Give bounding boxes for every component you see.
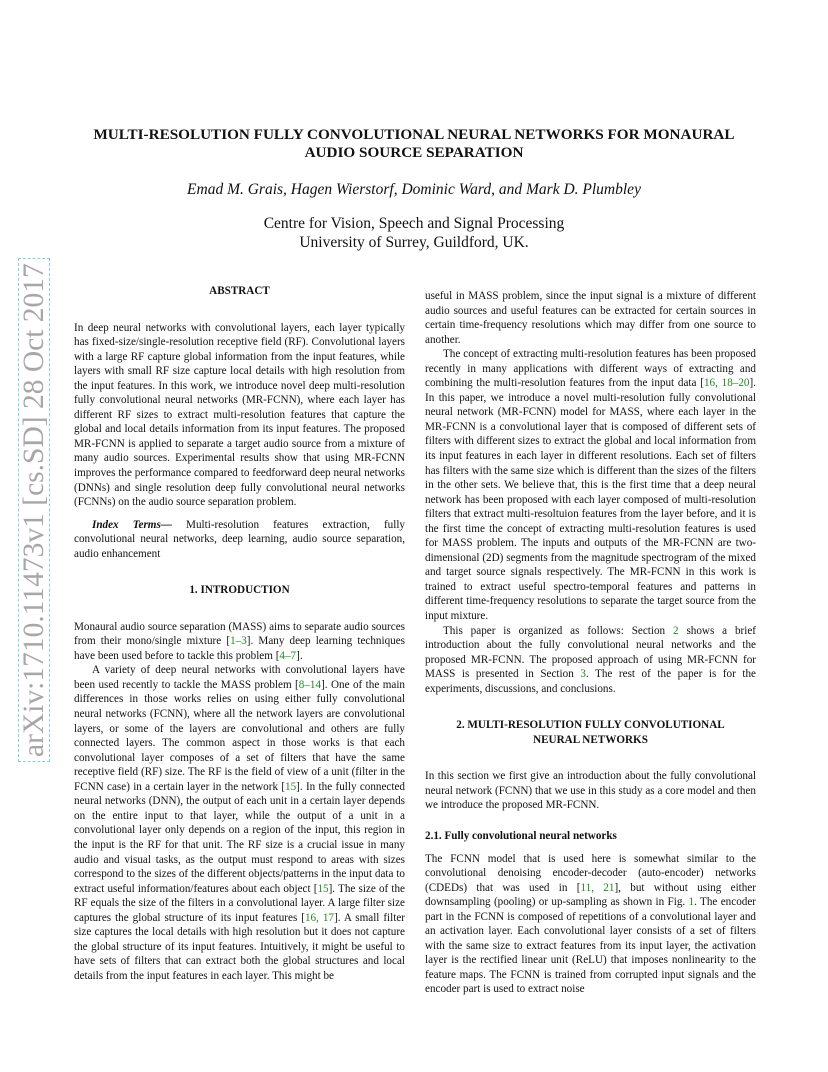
index-terms-text: Multi-resolution features extraction, fully convolutional neural networks, deep learning, audio source separation, audio enhancement <box>74 518 406 560</box>
citation-link[interactable]: 15 <box>317 882 329 895</box>
subsection-2-1-paragraph: The FCNN model that is used here is somewhat similar to the convolutional denoising encoder-decoder (auto-encoder) networks (CDEDs) that was used in [11, 21], but without using either downsampling (pooling) or up-sampling as shown in Fig. 1. The encoder part in the FCNN is composed of repetitions of a convolutional layer and an activation layer. Each convolutional layer consists of a set of filters with the same size to extract features from its input layer, the activation layer is the rectified linear unit (ReLU) that imposes nonlinearity to the feature maps. The FCNN is trained from corrupted input signals and the encoder part is used to extract noise <box>425 852 756 996</box>
citation-link[interactable]: 15 <box>285 780 297 793</box>
citation-link[interactable]: 4–7 <box>279 649 297 662</box>
section-reference-link[interactable]: 3 <box>580 668 586 681</box>
intro-paragraph-2: A variety of deep neural networks with convolutional layers have been used recently to tackle the MASS problem [8–14]. One of the main differences in those works relies on using either fully convolutional neural networks (FCNN), where all the network layers are convolutional layers, or some of the layers are convolutional and others are fully connected layers. The common aspect in those works is that each convolutional layer composes of a set of filters that have the same receptive field (RF) size. The RF is the field of view of a unit (filter in the FCNN case) in a certain layer in the network [15]. In the fully connected neural networks (DNN), the output of each unit in a certain layer depends on the entire input to that layer, while the output of a unit in a convolutional layer only depends on a region of the input, this region in the input is the RF for that unit. The RF size is a crucial issue in many audio and visual tasks, as the output must respond to areas with sizes correspond to the sizes of the different objects/patterns in the input data to extract useful information/features about each object [15]. The size of the RF equals the size of the filters in a convolutional layer. A large filter size captures the global structure of its input features [16, 17]. A small filter size captures the local details with high resolution but it does not capture the global structure of its input features. Intuitively, it might be useful to have sets of filters that can extract both the global structures and local details from the input features in each layer. This might be <box>74 664 406 982</box>
citation-link[interactable]: 16, 17 <box>304 911 334 924</box>
index-terms-label: Index Terms— <box>92 518 172 531</box>
intro-paragraph-1: Monaural audio source separation (MASS) aims to separate audio sources from their mono/single mixture [1–3]. Many deep learning techniques have been used before to tackle this problem [4–7]. <box>74 620 405 662</box>
section-2-intro: In this section we first give an introduction about the fully convolutional neural network (FCNN) that we use in this study as a core model and then we introduce the proposed MR-FCNN. <box>425 770 756 812</box>
author-list: Emad M. Grais, Hagen Wierstorf, Dominic Ward, and Mark D. Plumbley <box>187 181 641 198</box>
citation-link[interactable]: 1–3 <box>230 635 247 648</box>
citation-link[interactable]: 8–14 <box>298 678 322 691</box>
intro-paragraph-4: This paper is organized as follows: Section 2 shows a brief introduction about the fully convolutional neural networks and the proposed MR-FCNN. The proposed approach of using MR-FCNN for MASS is presented in Section 3. The rest of the paper is for the experiments, discussions, and conclusions. <box>425 624 757 695</box>
abstract-body: In deep neural networks with convolutional layers, each layer typically has fixed-size/single-resolution receptive field (RF). Convolutional layers with a large RF capture global information from the input features, while layers with small RF size capture local details with high resolution from the input features. In this work, we introduce novel deep multi-resolution fully convolutional neural networks (MR-FCNN), where each layer has different RF sizes to extract multi-resolution features that capture the global and local details information from its input features. The proposed MR-FCNN is applied to separate a target audio source from a mixture of many audio sources. Experimental results show that using MR-FCNN improves the performance compared to feedforward deep neural networks (DNNs) and single resolution deep fully convolutional neural networks (FCNNs) on the audio source separation problem. <box>74 321 405 509</box>
intro-paragraph-3: The concept of extracting multi-resolution features has been proposed recently in many applications with different ways of extracting and combining the multi-resolution features from the input data [16, 18–20]. In this paper, we introduce a novel multi-resolution fully convolutional neural network (MR-FCNN) model for MASS, where each layer in the MR-FCNN is a convolutional layer that is composed of different sets of filters with different sizes to extract the global and local information from its input features in each layer in different resolutions. Each set of filters has filters with the same size which is different than the sizes of the filters in the other sets. We believe that, this is the first time that a deep neural network has been proposed with each layer composed of multi-resolution filters that extract multi-resoltuion features from the layer before, and it is the first time the concept of extracting multi-resolution features is used for MASS problem. The inputs and outputs of the MR-FCNN are two-dimensional (2D) segments from the magnitude spectrogram of the mixed and target source signals respectively. The MR-FCNN in this work is trained to extract useful spectro-temporal features and patterns in different time-frequency resolutions to separate the target source from the input mixture. <box>425 348 756 623</box>
intro-paragraph-2-continued: useful in MASS problem, since the input signal is a mixture of different audio sources and useful features can be extracted for certain sources in certain time-frequency resolutions which may differ from one source to another. <box>425 290 756 346</box>
left-column <box>74 284 405 983</box>
intro-heading: 1. INTRODUCTION <box>189 584 290 597</box>
affiliation-line-2: University of Surrey, Guildford, UK. <box>299 233 529 251</box>
right-column <box>425 289 756 997</box>
citation-link[interactable]: 16, 18–20 <box>703 377 750 390</box>
paper-title <box>60 126 768 162</box>
section-reference-link[interactable]: 2 <box>673 624 679 637</box>
title-line-1: MULTI-RESOLUTION FULLY CONVOLUTIONAL NEURAL NETWORKS FOR MONAURAL <box>93 126 735 143</box>
arxiv-identifier-stamp[interactable]: arXiv:1710.11473v1 [cs.SD] 28 Oct 2017 <box>18 258 50 762</box>
section-2-heading: 2. MULTI-RESOLUTION FULLY CONVOLUTIONAL NEURAL NETWORKS <box>456 719 725 746</box>
figure-reference-link[interactable]: 1 <box>688 896 695 909</box>
abstract-heading: ABSTRACT <box>209 285 270 297</box>
affiliation-line-1: Centre for Vision, Speech and Signal Processing <box>263 215 565 232</box>
subsection-2-1-heading: 2.1. Fully convolutional neural networks <box>425 829 617 842</box>
citation-link[interactable]: 11, 21 <box>580 881 615 894</box>
index-terms <box>74 518 405 562</box>
affiliation <box>60 215 768 252</box>
title-line-2: AUDIO SOURCE SEPARATION <box>304 144 524 161</box>
